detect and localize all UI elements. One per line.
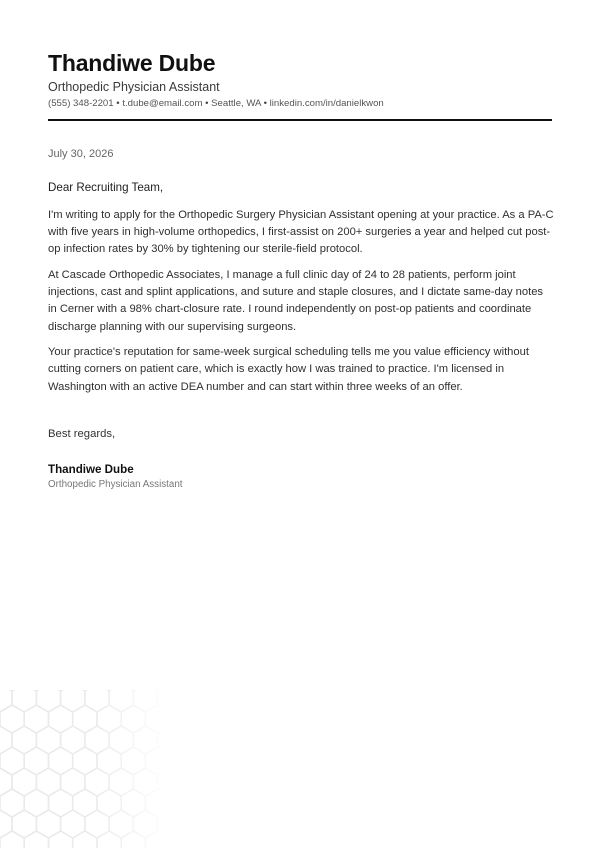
contact-separator: • (205, 98, 209, 109)
hexagon-cell-icon (0, 831, 24, 848)
hexagon-cell-icon (24, 831, 48, 848)
contact-line (48, 98, 384, 109)
hexagon-cell-icon (73, 831, 97, 848)
hexagon-cell-icon (36, 690, 60, 712)
hexagon-cell-icon (61, 690, 85, 712)
signature-name: Thandiwe Dube (48, 463, 134, 476)
contact-email: t.dube@email.com (122, 98, 203, 109)
body-paragraph: Your practice's reputation for same-week surgical scheduling tells me you value efficiency without cutting corners on patient care, which is exactly how I was trained to practice. I'm licensed in Washington with an active DEA number and can start within three weeks of an offer. (48, 346, 529, 393)
hexagon-cell-icon (109, 690, 133, 712)
contact-location: Seattle, WA (211, 98, 261, 109)
hexagon-pattern-icon (0, 690, 170, 848)
applicant-name: Thandiwe Dube (48, 50, 216, 76)
letter-body (48, 207, 554, 404)
contact-separator: • (116, 98, 120, 109)
header-divider (48, 119, 552, 121)
hexagon-cell-icon (49, 831, 73, 848)
closing: Best regards, (48, 428, 116, 440)
hexagon-cell-icon (133, 690, 157, 712)
contact-separator: • (263, 98, 267, 109)
salutation: Dear Recruiting Team, (48, 181, 164, 194)
body-paragraph: I'm writing to apply for the Orthopedic Surgery Physician Assistant opening at your practice. As a PA-C with five years in high-volume orthopedics, I first-assist on 200+ surgeries a year and helped cut post-op infection rates by 30% by tightening our sterile-field protocol. (48, 209, 554, 256)
hexagon-cell-icon (97, 831, 121, 848)
hexagon-cell-icon (121, 831, 145, 848)
hexagon-cell-icon (12, 690, 36, 712)
body-paragraph: At Cascade Orthopedic Associates, I manage a full clinic day of 24 to 28 patients, perform joint injections, cast and splint applications, and suture and staple closures, and I dictate same-day notes in Cerner with a 98% chart-closure rate. I round independently on post-op patients and coordinate discharge planning with our supervising surgeons. (48, 269, 544, 333)
contact-linkedin: linkedin.com/in/danielkwon (269, 98, 384, 109)
hexagon-cell-icon (146, 831, 170, 848)
letter-date: July 30, 2026 (48, 148, 114, 160)
signature-title: Orthopedic Physician Assistant (48, 479, 183, 490)
contact-phone: (555) 348-2201 (48, 98, 114, 109)
hexagon-cell-icon (85, 690, 109, 712)
applicant-title: Orthopedic Physician Assistant (48, 80, 220, 94)
